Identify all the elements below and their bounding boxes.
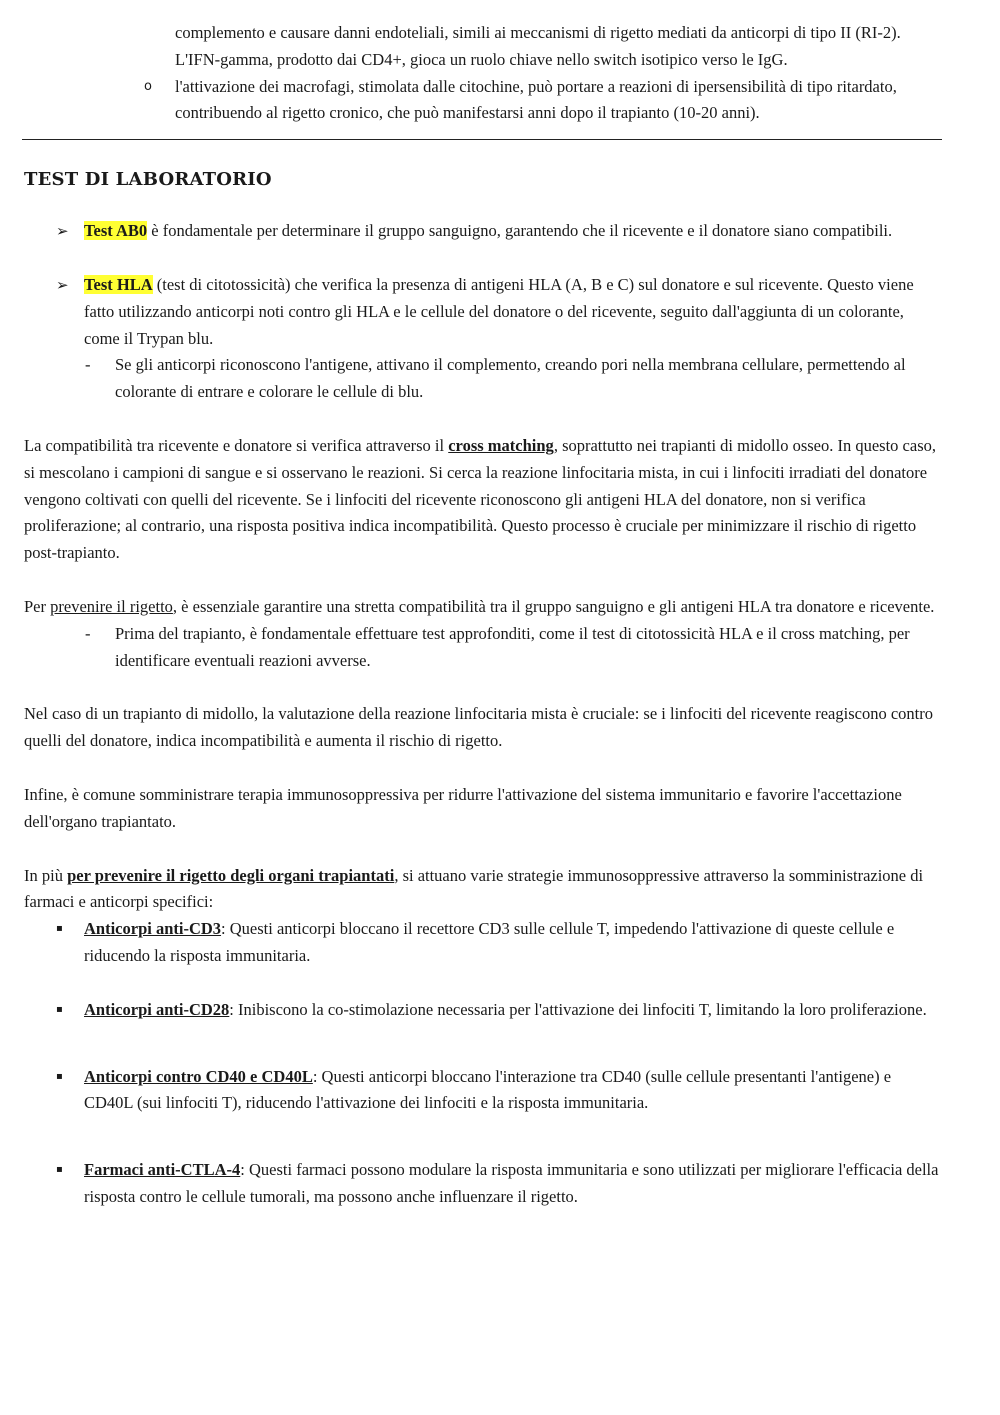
square-bullet-icon: ▪: [56, 1070, 63, 1082]
sub-list-item: [24, 621, 942, 675]
underlined-term: per prevenire il rigetto degli organi trapiantati: [67, 865, 395, 885]
arrow-bullet-icon: ➢: [56, 222, 69, 241]
paragraph-strategies: [24, 863, 942, 917]
text-span: Per: [24, 596, 51, 616]
sub-list-item: [24, 352, 942, 406]
list-item-test-ab0: [24, 218, 942, 245]
list-item-text: complemento e causare danni endoteliali, simili ai meccanismi di rigetto mediati da anticorpi di tipo II (RI-2). L'IFN-gamma, prodotto dai CD4+, gioca un ruolo chiave nello switch isotipico verso le IgG.: [175, 23, 901, 69]
horizontal-divider: [22, 139, 942, 140]
text-span: , soprattutto nei trapianti di midollo osseo. In questo caso, si mescolano i campioni di sangue e si osservano le reazioni. Si cerca la reazione linfocitaria mista, in cui i linfociti irradiati del donatore vengono coltivati con quelli del ricevente. Se i linfociti del ricevente riconoscono gli antigeni HLA del donatore, non si verifica proliferazione; al contrario, una risposta positiva indica incompatibilità. Questo processo è cruciale per minimizzare il rischio di rigetto post-trapianto.: [24, 435, 937, 563]
square-bullet-icon: ▪: [56, 1164, 63, 1176]
list-item-text: : Questi farmaci possono modulare la risposta immunitaria e sono utilizzati per migliorare l'efficacia della risposta contro le cellule tumorali, ma possono anche influenzare il rigetto.: [84, 1160, 939, 1206]
text-span: In più: [24, 865, 68, 885]
arrow-bullet-icon: ➢: [56, 275, 69, 294]
list-item-text: : Inibiscono la co-stimolazione necessaria per l'attivazione dei linfociti T, limitando la loro proliferazione.: [229, 999, 927, 1019]
list-item-text: Prima del trapianto, è fondamentale effettuare test approfonditi, come il test di citotossicità HLA e il cross matching, per identificare eventuali reazioni avverse.: [115, 623, 910, 670]
list-item-text: l'attivazione dei macrofagi, stimolata dalle citochine, può portare a reazioni di ipersensibilità di tipo ritardato, contribuendo al rigetto cronico, che può manifestarsi anni dopo il trapianto (10-20 anni).: [175, 76, 897, 123]
underlined-term: Anticorpi anti-CD3: [84, 919, 222, 939]
list-item-anti-ctla4: [24, 1157, 942, 1211]
list-item-anti-cd28: [24, 997, 942, 1024]
highlighted-term: Test HLA: [84, 274, 153, 294]
paragraph-cross-matching: [24, 433, 942, 567]
circle-bullet-icon: o: [144, 78, 152, 94]
document-page: [24, 20, 942, 1211]
section-title: TEST DI LABORATORIO: [24, 169, 272, 191]
list-item-anti-cd3: [24, 916, 942, 970]
list-item-text: è fondamentale per determinare il gruppo sanguigno, garantendo che il ricevente e il donatore siano compatibili.: [147, 221, 893, 241]
underlined-term: Anticorpi contro CD40 e CD40L: [84, 1066, 313, 1086]
list-item-text: (test di citotossicità) che verifica la presenza di antigeni HLA (A, B e C) sul donatore e sul ricevente. Questo viene fatto utilizzando anticorpi noti contro gli HLA e le cellule del donatore o del ricevente, seguito dall'aggiunta di un colorante, come il Trypan blu.: [84, 274, 914, 348]
underlined-term: prevenire il rigetto: [50, 596, 173, 616]
list-item-test-hla: [24, 272, 942, 352]
highlighted-term: Test AB0: [84, 221, 148, 241]
text-span: , è essenziale garantire una stretta compatibilità tra il gruppo sanguigno e gli antigeni HLA tra donatore e ricevente.: [172, 596, 935, 616]
underlined-term: Farmaci anti-CTLA-4: [84, 1160, 241, 1180]
list-item-text: Se gli anticorpi riconoscono l'antigene, attivano il complemento, creando pori nella membrana cellulare, permettendo al colorante di entrare e colorare le cellule di blu.: [115, 355, 906, 402]
list-item-text: : Questi anticorpi bloccano il recettore CD3 sulle cellule T, impedendo l'attivazione di queste cellule e riducendo la risposta immunitaria.: [84, 919, 895, 965]
paragraph-marrow: Nel caso di un trapianto di midollo, la valutazione della reazione linfocitaria mista è cruciale: se i linfociti del ricevente reagiscono contro quelli del donatore, indica incompatibilità e aumenta il rischio di rigetto.: [24, 704, 933, 751]
list-item-text: : Questi anticorpi bloccano l'interazione tra CD40 (sulle cellule presentanti l'antigene) e CD40L (sui linfociti T), riducendo l'attivazione dei linfociti e la risposta immunitaria.: [84, 1066, 892, 1113]
list-item-anti-cd40: [24, 1064, 942, 1118]
square-bullet-icon: ▪: [56, 923, 63, 935]
underlined-term: Anticorpi anti-CD28: [84, 999, 230, 1019]
list-item: [24, 74, 942, 128]
list-item: [24, 20, 942, 74]
paragraph-immunosuppression: Infine, è comune somministrare terapia immunosoppressiva per ridurre l'attivazione del sistema immunitario e favorire l'accettazione dell'organo trapiantato.: [24, 784, 902, 831]
text-span: La compatibilità tra ricevente e donatore si verifica attraverso il: [24, 435, 449, 455]
square-bullet-icon: ▪: [56, 1003, 63, 1015]
dash-bullet: -: [85, 355, 91, 375]
underlined-term: cross matching: [448, 435, 554, 455]
text-span: , si attuano varie strategie immunosoppressive attraverso la somministrazione di farmaci e anticorpi specifici:: [24, 865, 924, 912]
paragraph-prevention: [24, 594, 942, 621]
dash-bullet: -: [85, 623, 91, 643]
